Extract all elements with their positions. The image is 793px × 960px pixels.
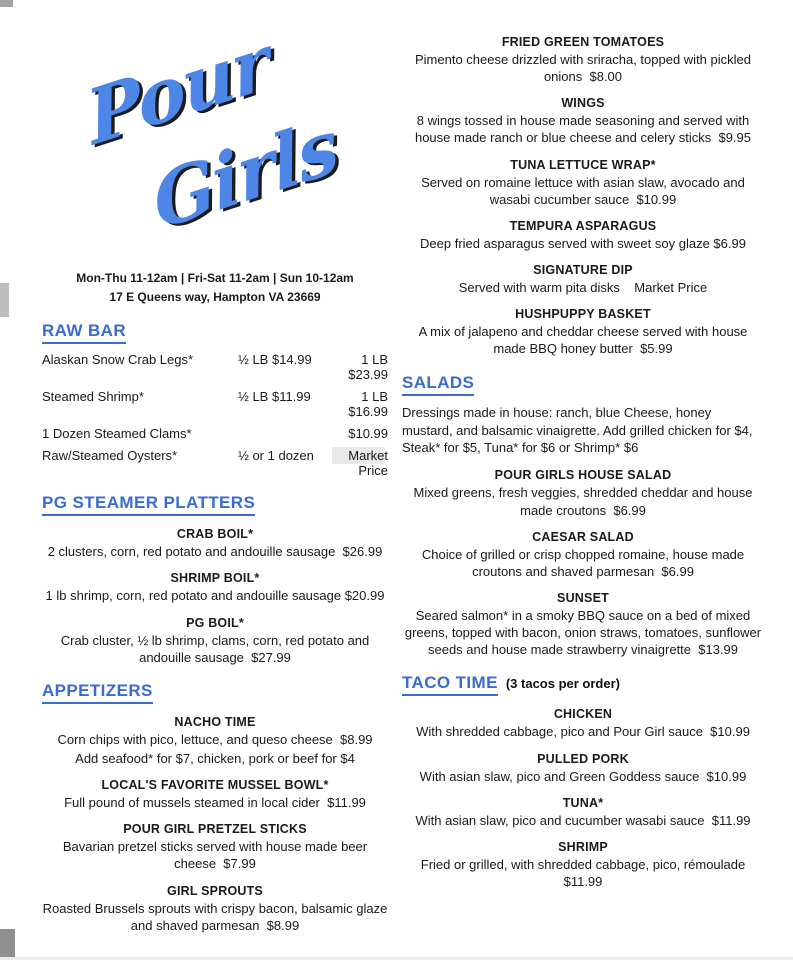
item-name: GIRL SPROUTS: [167, 883, 263, 898]
item-desc: Served with warm pita disks Market Price: [458, 280, 708, 296]
menu-item: [42, 571, 388, 604]
menu-item: [42, 822, 388, 872]
address-line: 17 E Queens way, Hampton VA 23669: [109, 289, 321, 304]
scan-artifact: [0, 929, 15, 960]
menu-item: [402, 707, 764, 740]
raw-item-full-price: 1 LB $16.99: [348, 389, 388, 420]
section-heading-text: APPETIZERS: [42, 681, 153, 704]
item-name: TEMPURA ASPARAGUS: [509, 218, 657, 233]
item-name: POUR GIRL PRETZEL STICKS: [123, 822, 307, 837]
item-name: PULLED PORK: [537, 751, 629, 766]
item-desc: A mix of jalapeno and cheddar cheese served with house made BBQ honey butter $5.99: [418, 324, 752, 357]
item-name: SUNSET: [557, 591, 609, 605]
section-heading-raw-bar: [42, 321, 388, 344]
raw-item-name: Steamed Shrimp*: [42, 389, 144, 405]
item-name: FRIED GREEN TOMATOES: [501, 35, 665, 49]
logo-text-girls: Girls: [147, 102, 343, 248]
item-name: CHICKEN: [553, 707, 613, 722]
item-name: NACHO TIME: [174, 714, 256, 729]
item-desc: Add seafood* for $7, chicken, pork or beef for $4: [75, 750, 355, 766]
item-desc: Mixed greens, fresh veggies, shredded cheddar and house made croutons $6.99: [413, 485, 757, 518]
item-name: HUSHPUPPY BASKET: [515, 307, 651, 322]
item-desc: With asian slaw, pico and cucumber wasabi sauce $11.99: [415, 812, 751, 828]
left-column: [42, 0, 391, 934]
item-desc: Pimento cheese drizzled with sriracha, topped with pickled onions $8.00: [414, 52, 755, 85]
section-heading-appetizers: [42, 681, 388, 704]
menu-item: [402, 158, 764, 208]
raw-bar-row: [42, 448, 388, 478]
menu-item: [42, 715, 388, 767]
raw-bar-row: [42, 389, 388, 419]
hours-line: Mon-Thu 11-12am | Fri-Sat 11-2am | Sun 10-12am: [76, 271, 354, 285]
menu-item: [402, 35, 764, 85]
section-heading-text: PG STEAMER PLATTERS: [42, 493, 255, 516]
raw-item-half-price: ½ LB $11.99: [238, 389, 311, 405]
item-desc: Bavarian pretzel sticks served with house made beer cheese $7.99: [62, 839, 371, 872]
item-desc: Crab cluster, ½ lb shrimp, clams, corn, red potato and andouille sausage $27.99: [60, 632, 373, 665]
menu-item: [402, 840, 764, 890]
item-desc: 1 lb shrimp, corn, red potato and andouille sausage $20.99: [45, 588, 385, 604]
item-name: TUNA*: [562, 795, 604, 810]
scan-artifact: [0, 0, 13, 7]
section-heading-text: SALADS: [402, 373, 474, 396]
menu-item: [42, 778, 388, 811]
item-desc: Deep fried asparagus served with sweet soy glaze $6.99: [420, 235, 746, 251]
raw-item-name: 1 Dozen Steamed Clams*: [42, 426, 192, 442]
menu-item: [42, 883, 391, 934]
section-heading-text: RAW BAR: [42, 321, 126, 344]
logo-text-pour: Pour: [81, 19, 275, 163]
raw-item-half-price: ½ or 1 dozen: [238, 448, 314, 464]
menu-item: [402, 796, 764, 829]
menu-item: [402, 307, 764, 357]
item-name: SHRIMP BOIL*: [170, 571, 260, 586]
raw-bar-row: [42, 352, 388, 382]
item-desc: Choice of grilled or crisp chopped romaine, house made croutons and shaved parmesan $6.99: [421, 546, 748, 579]
right-column: [402, 24, 764, 890]
item-name: POUR GIRLS HOUSE SALAD: [494, 468, 672, 483]
item-name: PG BOIL*: [186, 615, 244, 630]
menu-item: [402, 96, 764, 146]
menu-item: [42, 527, 388, 560]
section-heading-taco-time: [402, 673, 764, 696]
raw-bar-row: [42, 426, 388, 441]
item-name: SIGNATURE DIP: [533, 263, 633, 278]
scan-artifact: [0, 283, 9, 317]
item-name: WINGS: [561, 96, 605, 111]
raw-item-half-price: ½ LB $14.99: [238, 352, 312, 368]
raw-item-half-price: [238, 426, 338, 441]
item-desc: 8 wings tossed in house made seasoning and served with house made ranch or blue cheese and celery sticks $9.95: [414, 113, 753, 146]
item-name: LOCAL'S FAVORITE MUSSEL BOWL*: [101, 778, 329, 793]
menu-item: [402, 752, 764, 785]
taco-time-note: (3 tacos per order): [505, 676, 620, 692]
section-heading-steamer-platters: [42, 493, 388, 516]
menu-item: [42, 616, 388, 666]
salads-intro: Dressings made in house: ranch, blue Cheese, honey mustard, and balsamic vinaigrette. Add grilled chicken for $4, Steak* for $5, Tuna* for $6 or Shrimp* $6: [402, 404, 753, 456]
item-desc: With shredded cabbage, pico and Pour Girl sauce $10.99: [416, 724, 750, 740]
raw-item-full-price: $10.99: [348, 426, 388, 442]
raw-item-full-price: 1 LB $23.99: [348, 352, 388, 383]
menu-item: [402, 263, 764, 296]
menu-item: [402, 591, 764, 658]
item-desc: Seared salmon* in a smoky BBQ sauce on a bed of mixed greens, topped with bacon, onion straws, tomatoes, sunflower seeds and house made strawberry vinaigrette $13.99: [404, 608, 765, 658]
item-desc: Full pound of mussels steamed in local cider $11.99: [64, 795, 366, 811]
item-name: SHRIMP: [558, 839, 608, 854]
item-desc: Fried or grilled, with shredded cabbage, pico, rémoulade $11.99: [420, 856, 753, 890]
item-desc: Roasted Brussels sprouts with crispy bacon, balsamic glaze and shaved parmesan $8.99: [42, 900, 391, 933]
menu-item: [402, 530, 764, 580]
pour-girls-logo: [42, 19, 388, 269]
item-desc: 2 clusters, corn, red potato and andouille sausage $26.99: [47, 544, 383, 560]
raw-item-name: Raw/Steamed Oysters*: [42, 448, 178, 464]
raw-item-full-price: Market Price: [348, 448, 388, 479]
item-name: TUNA LETTUCE WRAP*: [510, 157, 656, 172]
item-desc: Served on romaine lettuce with asian slaw, avocado and wasabi cucumber sauce $10.99: [421, 174, 749, 207]
raw-item-name: Alaskan Snow Crab Legs*: [42, 352, 194, 368]
item-desc: Corn chips with pico, lettuce, and queso cheese $8.99: [57, 731, 373, 747]
item-desc: With asian slaw, pico and Green Goddess sauce $10.99: [419, 768, 747, 784]
menu-item: [402, 468, 764, 518]
item-name: CRAB BOIL*: [176, 527, 254, 542]
section-heading-text: TACO TIME: [402, 673, 498, 696]
section-heading-salads: [402, 373, 764, 396]
item-name: CAESAR SALAD: [532, 529, 634, 544]
menu-item: [402, 219, 764, 252]
